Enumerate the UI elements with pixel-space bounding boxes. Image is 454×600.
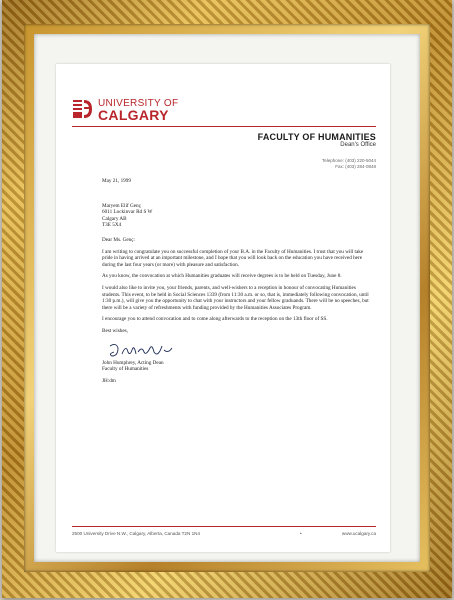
fax-number: Fax: (403) 284-0848 (335, 164, 376, 169)
footer-website: www.ucalgary.ca (341, 531, 376, 536)
faculty-heading (258, 132, 376, 148)
signature-icon (106, 340, 176, 360)
recipient-city: Calgary AB (102, 215, 127, 222)
reference-initials: JH:dm (102, 377, 116, 384)
recipient-street: 6011 Lockinvar Rd S W (102, 209, 153, 216)
recipient-postal: T3E 5X4 (102, 222, 122, 229)
faculty-name: FACULTY OF HUMANITIES (257, 132, 376, 142)
footer-separator: • (300, 531, 302, 536)
paragraph-encouragement: I encourage you to attend convocation and to come along afterwards to the reception on the 13th floor of SS. (102, 316, 328, 323)
contact-info (322, 158, 376, 170)
handwritten-signature (102, 340, 372, 360)
letter-page (56, 64, 390, 552)
paragraph-convocation: As you know, the convocation at which Humanities graduates will receive degrees is to be held on Tuesday, June 8. (102, 273, 342, 280)
letter-date: May 21, 1999 (102, 178, 131, 184)
frame-mat (34, 34, 420, 562)
footer-rule (72, 526, 376, 527)
paragraph-reception: I would also like to invite you, your friends, parents, and well-wishers to a reception in honour of convocating Humanities students. This event, to be held in Social Sciences 1339 (from 11:30 a.m. or so, that is, immediately following convocation, until 1:30 p.m.), will give you the opportunity to chat with your instructors and your fellow graduands. There will be no speeches, but there will be a variety of refreshments with funding provided by the Humanities Associates Program. (102, 284, 369, 311)
university-logo (72, 98, 192, 124)
footer-address: 2500 University Drive N.W., Calgary, Alberta, Canada T2N 1N4 (72, 531, 200, 536)
paragraph-congratulations: I am writing to congratulate you on successful completion of your B.A. in the Faculty of Humanities. I trust that you will take pride in having arrived at an important milestone, and I hope that you will look back on the education you have received here during the last four years (or more) with pleasure and satisfaction. (102, 248, 364, 268)
gold-picture-frame (2, 0, 452, 598)
signatory-unit: Faculty of Humanities (102, 366, 149, 373)
recipient-name: Maryem Elif Genç (102, 202, 141, 209)
university-crest-icon (72, 98, 94, 120)
dean-office: Dean's Office (340, 142, 376, 148)
letterhead-rule (72, 126, 376, 127)
telephone-number: Telephone: (403) 220-5044 (321, 158, 376, 163)
closing: Best wishes, (102, 327, 128, 334)
letter-body (102, 178, 372, 389)
salutation: Dear Ms. Genç: (102, 236, 135, 243)
signatory-name: John Humphrey, Acting Dean (102, 359, 164, 366)
university-name-line1: UNIVERSITY OF (98, 98, 179, 109)
recipient-address (102, 203, 372, 229)
university-name-line2: CALGARY (98, 107, 169, 123)
